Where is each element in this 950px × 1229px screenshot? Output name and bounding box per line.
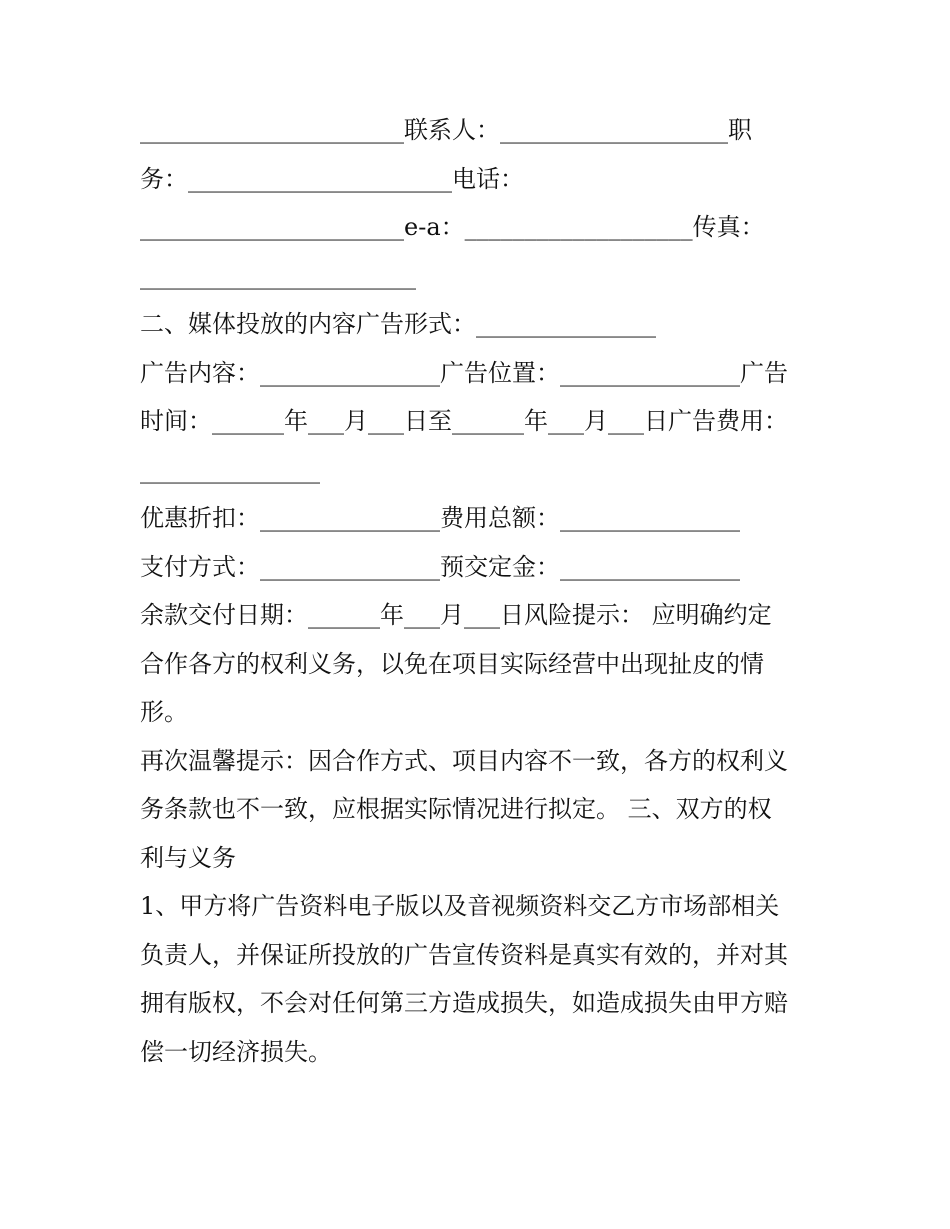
ad-fee-blank-line: _______________: [140, 455, 320, 484]
fax-blank-line: _______________________: [140, 261, 416, 290]
contact-line: ______________________联系人：___________________职: [140, 116, 752, 144]
risk-note-end-line: 形。: [140, 698, 188, 726]
section-three-heading: 利与义务: [140, 843, 236, 872]
document-body: [140, 106, 820, 1076]
email-fax-line: ______________________e-a：___________________传真：: [140, 213, 765, 241]
reminder-line: 再次温馨提示：因合作方式、项目内容不一致，各方的权利义: [140, 746, 788, 775]
ad-time-line: 时间：______年___月___日至______年___月___日广告费用：: [140, 407, 788, 435]
balance-date-line: 余款交付日期：______年___月___日风险提示： 应明确约定: [140, 601, 772, 629]
ad-content-line: 广告内容：_______________广告位置：_______________广告: [140, 358, 788, 387]
discount-line: 优惠折扣：_______________费用总额：_______________: [140, 504, 740, 532]
position-phone-line: 务：______________________电话：: [140, 164, 524, 193]
clause-one-line-3: 拥有版权，不会对任何第三方造成损失，如造成损失由甲方赔: [140, 989, 788, 1017]
section-two-heading: 二、媒体投放的内容广告形式：_______________: [140, 310, 656, 338]
payment-line: 支付方式：_______________预交定金：_______________: [140, 552, 740, 581]
clause-one-line-1: 1、甲方将广告资料电子版以及音视频资料交乙方市场部相关: [140, 892, 780, 920]
clause-one-line-4: 偿一切经济损失。: [140, 1037, 332, 1066]
clause-one-line-2: 负责人，并保证所投放的广告宣传资料是真实有效的，并对其: [140, 940, 788, 969]
reminder-cont-line: 务条款也不一致，应根据实际情况进行拟定。 三、双方的权: [140, 795, 772, 823]
risk-note-line: 合作各方的权利义务，以免在项目实际经营中出现扯皮的情: [140, 649, 764, 678]
